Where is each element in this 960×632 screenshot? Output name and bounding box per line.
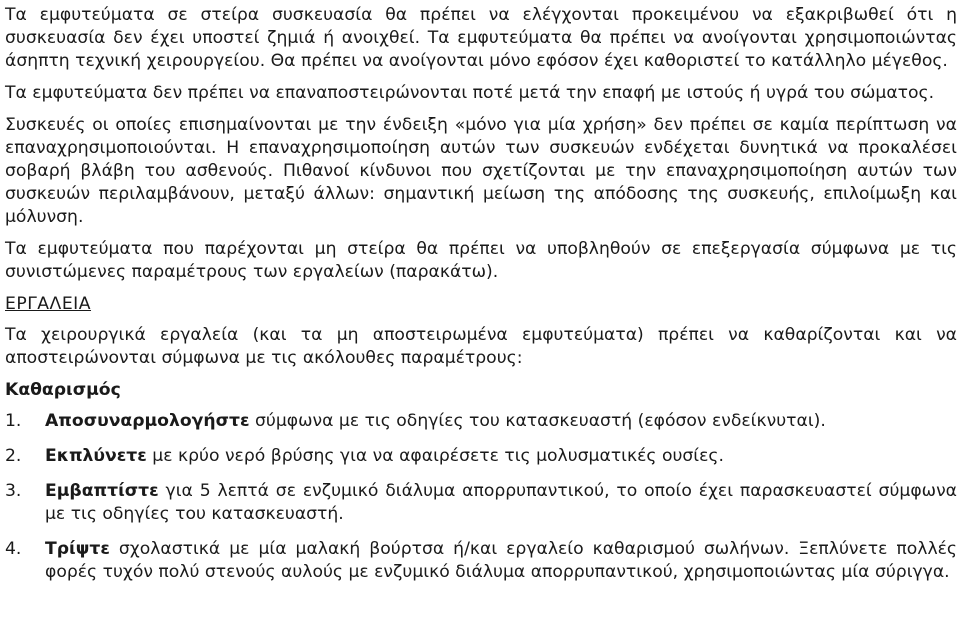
list-item bbox=[5, 445, 957, 468]
document-page bbox=[5, 4, 957, 596]
instruments-intro: Τα χειρουργικά εργαλεία (και τα μη αποστειρωμένα εμφυτεύματα) πρέπει να καθαρίζονται και να αποστειρώνονται σύμφωνα με τις ακόλουθες παραμέτρους: bbox=[5, 325, 957, 368]
step-number: 2. bbox=[5, 446, 22, 466]
step-term: Τρίψτε bbox=[45, 539, 110, 559]
step-text: για 5 λεπτά σε ενζυμικό διάλυμα απορρυπαντικού, το οποίο έχει παρασκευαστεί σύμφωνα με τις οδηγίες του κατασκευαστή. bbox=[45, 481, 957, 524]
list-item bbox=[5, 538, 957, 584]
paragraph-single-use-warning: Συσκευές οι οποίες επισημαίνονται με την ένδειξη «μόνο για μία χρήση» δεν πρέπει σε καμία περίπτωση να επαναχρησιμοποιούνται. Η επαναχρησιμοποίηση αυτών των συσκευών ενδέχεται δυνητικά να προκαλέσει σοβαρή βλάβη του ασθενούς. Πιθανοί κίνδυνοι που σχετίζονται με την επαναχρησιμοποίηση αυτών των συσκευών περιλαμβάνουν, μεταξύ άλλων: σημαντική μείωση της απόδοσης της συσκευής, επιλοίμωξη και μόλυνση. bbox=[5, 115, 957, 227]
paragraph-sterile-packaging: Τα εμφυτεύματα σε στείρα συσκευασία θα πρέπει να ελέγχονται προκειμένου να εξακριβωθεί ότι η συσκευασία δεν έχει υποστεί ζημιά ή ανοιχθεί. Τα εμφυτεύματα θα πρέπει να ανοίγονται χρησιμοποιώντας άσηπτη τεχνική χειρουργείου. Θα πρέπει να ανοίγονται μόνο εφόσον έχει καθοριστεί το κατάλληλο μέγεθος. bbox=[5, 5, 957, 71]
list-item bbox=[5, 410, 957, 433]
step-term: Αποσυναρμολογήστε bbox=[45, 411, 250, 431]
step-text: σύμφωνα με τις οδηγίες του κατασκευαστή (εφόσον ενδείκνυται). bbox=[249, 411, 826, 431]
step-term: Εκπλύνετε bbox=[45, 446, 147, 466]
step-text: με κρύο νερό βρύσης για να αφαιρέσετε τις μολυσματικές ουσίες. bbox=[146, 446, 724, 466]
step-number: 4. bbox=[5, 539, 22, 559]
paragraph-no-resterilization: Τα εμφυτεύματα δεν πρέπει να επαναποστειρώνονται ποτέ μετά την επαφή με ιστούς ή υγρά του σώματος. bbox=[5, 83, 935, 103]
section-heading-instruments: ΕΡΓΑΛΕΙΑ bbox=[5, 294, 92, 314]
step-number: 3. bbox=[5, 481, 22, 501]
cleaning-steps-list bbox=[5, 410, 957, 584]
list-item bbox=[5, 480, 957, 526]
cleaning-subheading: Καθαρισμός bbox=[5, 380, 121, 400]
paragraph-non-sterile-implants: Τα εμφυτεύματα που παρέχονται μη στείρα θα πρέπει να υποβληθούν σε επεξεργασία σύμφωνα με τις συνιστώμενες παραμέτρους των εργαλείων (παρακάτω). bbox=[5, 239, 957, 282]
step-term: Εμβαπτίστε bbox=[45, 481, 159, 501]
step-text: σχολαστικά με μία μαλακή βούρτσα ή/και εργαλείο καθαρισμού σωλήνων. Ξεπλύνετε πολλές φορές τυχόν πολύ στενούς αυλούς με ενζυμικό διάλυμα απορρυπαντικού, χρησιμοποιώντας μία σύριγγα. bbox=[45, 539, 957, 582]
step-number: 1. bbox=[5, 411, 22, 431]
